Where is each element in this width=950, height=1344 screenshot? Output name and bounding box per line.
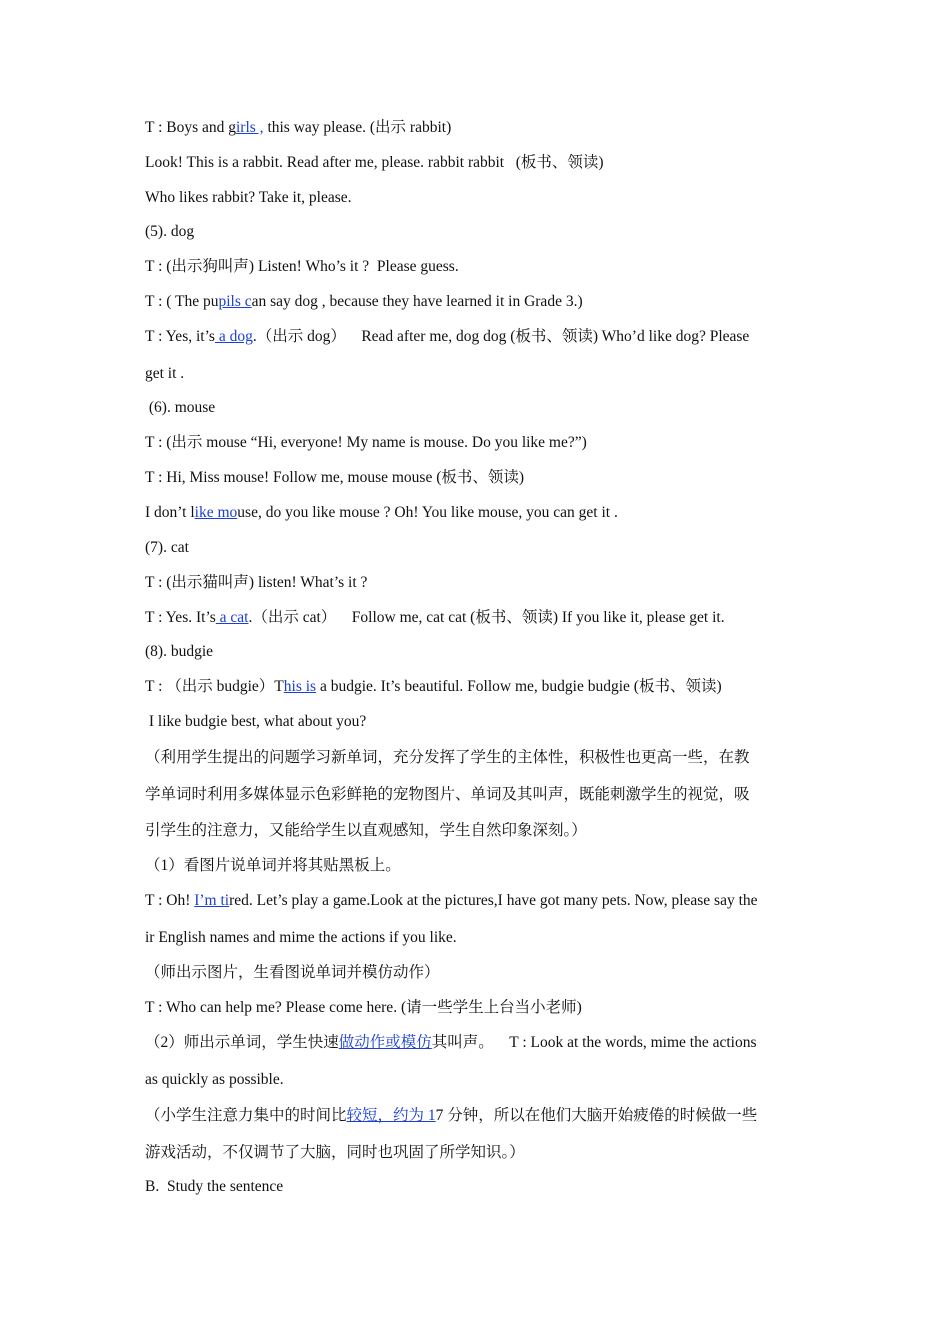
text: a budgie. It’s beautiful. Follow me, budgie budgie (板书、领读) [316, 678, 722, 695]
hyperlink[interactable]: pils c [218, 293, 252, 310]
text-line: I like budgie best, what about you? [145, 713, 367, 730]
text: T : Yes, it’s [145, 328, 215, 345]
text-line [145, 891, 758, 911]
hyperlink[interactable]: I’m ti [194, 892, 230, 909]
text-line [145, 1106, 757, 1126]
text-line [145, 118, 451, 138]
hyperlink[interactable]: irls , [236, 119, 264, 136]
section-heading-budgie: (8). budgie [145, 643, 214, 660]
text: （2）师出示单词，学生快速 [145, 1034, 339, 1051]
text: T : Yes. It’s [145, 609, 216, 626]
text-line: T : Hi, Miss mouse! Follow me, mouse mouse (板书、领读) [145, 469, 525, 486]
text-line: T : Who can help me? Please come here. (请一些学生上台当小老师) [145, 999, 582, 1016]
text: （小学生注意力集中的时间比 [145, 1107, 347, 1124]
hyperlink[interactable]: 做动作或模仿 [338, 1034, 432, 1051]
text-line [145, 503, 618, 523]
text-line: 学单词时利用多媒体显示色彩鲜艳的宠物图片、单词及其叫声，既能刺激学生的视觉，吸 [145, 786, 750, 803]
text-line: （师出示图片，生看图说单词并模仿动作） [145, 964, 440, 981]
text: T : Oh! [145, 892, 195, 909]
text-line: ir English names and mime the actions if you like. [145, 929, 457, 946]
text-line: as quickly as possible. [145, 1071, 284, 1088]
hyperlink[interactable]: 较短，约为 1 [346, 1107, 436, 1124]
text: 其叫声。 T : Look at the words, mime the actions [431, 1034, 757, 1051]
text: 7 分钟，所以在他们大脑开始疲倦的时候做一些 [435, 1107, 758, 1124]
section-heading-study-sentence: B. Study the sentence [145, 1178, 284, 1195]
hyperlink[interactable]: a dog [214, 328, 253, 345]
text-line: get it . [145, 365, 185, 382]
text-line [145, 608, 725, 628]
text-line: （利用学生提出的问题学习新单词，充分发挥了学生的主体性，积极性也更高一些，在教 [145, 749, 750, 766]
text-line: 引学生的注意力，又能给学生以直观感知，学生自然印象深刻。） [145, 822, 587, 839]
text: .（出示 dog） Read after me, dog dog (板书、领读) Who’d like dog? Please [252, 328, 750, 345]
section-heading-dog: (5). dog [145, 223, 195, 240]
text-line: Who likes rabbit? Take it, please. [145, 189, 352, 206]
text-line: （1）看图片说单词并将其贴黑板上。 [145, 857, 401, 874]
text: .（出示 cat） Follow me, cat cat (板书、领读) If you like it, please get it. [248, 609, 725, 626]
text-line [145, 292, 583, 312]
text: T : Boys and g [145, 119, 236, 136]
text: red. Let’s play a game.Look at the pictures,I have got many pets. Now, please say the [229, 892, 758, 909]
text-line: T : (出示狗叫声) Listen! Who’s it ? Please guess. [145, 258, 459, 275]
text: T : ( The pu [145, 293, 219, 310]
text-line [145, 1033, 757, 1053]
hyperlink[interactable]: a cat [215, 609, 249, 626]
hyperlink[interactable]: his is [283, 678, 317, 695]
text-line [145, 677, 722, 697]
text: T : （出示 budgie）T [145, 678, 284, 695]
section-heading-mouse: (6). mouse [145, 399, 216, 416]
text-line [145, 327, 749, 347]
hyperlink[interactable]: ike mo [194, 504, 238, 521]
text-line: T : (出示猫叫声) listen! What’s it ? [145, 574, 368, 591]
text: I don’t l [145, 504, 195, 521]
text-line: T : (出示 mouse “Hi, everyone! My name is mouse. Do you like me?”) [145, 434, 587, 451]
text: an say dog , because they have learned it in Grade 3.) [251, 293, 583, 310]
text-line: Look! This is a rabbit. Read after me, please. rabbit rabbit (板书、领读) [145, 154, 604, 171]
text: use, do you like mouse ? Oh! You like mouse, you can get it . [237, 504, 618, 521]
text: this way please. (出示 rabbit) [263, 119, 452, 136]
text-line: 游戏活动，不仅调节了大脑，同时也巩固了所学知识。） [145, 1144, 525, 1161]
section-heading-cat: (7). cat [145, 539, 189, 556]
